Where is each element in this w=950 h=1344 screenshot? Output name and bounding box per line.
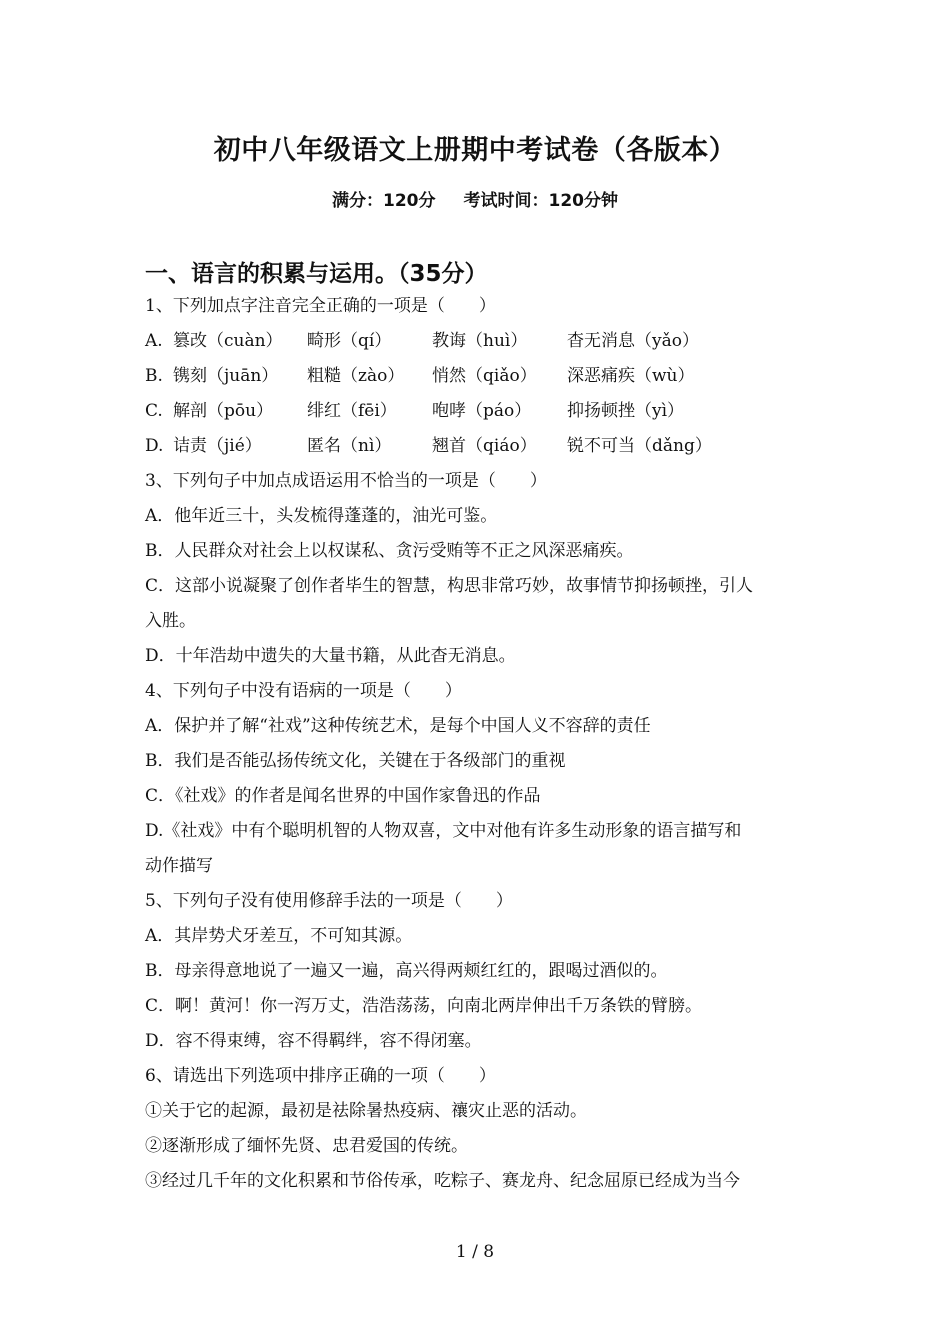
q3-option-b: B．人民群众对社会上以权谋私、贪污受贿等不正之风深恶痛疾。 xyxy=(145,541,634,561)
q4-option-a: A．保护并了解“社戏”这种传统艺术，是每个中国人义不容辞的责任 xyxy=(145,716,651,736)
option-item: 咆哮（páo） xyxy=(432,401,532,421)
q5-option-d: D．容不得束缚，容不得羁绊，容不得闭塞。 xyxy=(145,1031,482,1051)
option-item: 抑扬顿挫（yì） xyxy=(567,401,685,421)
option-item: 镌刻（juān） xyxy=(173,366,279,386)
q6-sentence-1: ①关于它的起源，最初是祛除暑热疫病、禳灾止恶的活动。 xyxy=(145,1101,587,1121)
q1-stem: 1、下列加点字注音完全正确的一项是（ ） xyxy=(145,296,496,316)
option-item: 深恶痛疾（wù） xyxy=(567,366,695,386)
q6-stem: 6、请选出下列选项中排序正确的一项（ ） xyxy=(145,1066,496,1086)
q3-option-d: D．十年浩劫中遗失的大量书籍，从此杳无消息。 xyxy=(145,646,516,666)
page-title: 初中八年级语文上册期中考试卷（各版本） xyxy=(213,135,737,166)
q3-stem: 3、下列句子中加点成语运用不恰当的一项是（ ） xyxy=(145,471,547,491)
q4-option-b: B．我们是否能弘扬传统文化，关键在于各级部门的重视 xyxy=(145,751,566,771)
q5-option-a: A．其岸势犬牙差互，不可知其源。 xyxy=(145,926,413,946)
q3-option-c-cont: 入胜。 xyxy=(145,611,196,631)
page-number: 1 / 8 xyxy=(455,1242,495,1262)
option-label: B. xyxy=(145,366,163,386)
option-item: 锐不可当（dǎng） xyxy=(567,436,712,456)
full-score: 满分：120分 xyxy=(332,191,436,211)
section-heading: 一、语言的积累与运用。（35分） xyxy=(145,261,488,287)
q5-stem: 5、下列句子没有使用修辞手法的一项是（ ） xyxy=(145,891,513,911)
exam-info xyxy=(0,186,950,211)
q4-option-d: D.《社戏》中有个聪明机智的人物双喜，文中对他有许多生动形象的语言描写和 xyxy=(145,821,742,841)
option-item: 绯红（fēi） xyxy=(307,401,397,421)
q1-option-d xyxy=(145,432,815,467)
option-item: 教诲（huì） xyxy=(432,331,528,351)
option-item: 诘责（jié） xyxy=(173,436,262,456)
option-item: 解剖（pōu） xyxy=(173,401,274,421)
q4-option-d-cont: 动作描写 xyxy=(145,856,213,876)
option-item: 翘首（qiáo） xyxy=(432,436,537,456)
q4-option-c: C．《社戏》的作者是闻名世界的中国作家鲁迅的作品 xyxy=(145,786,541,806)
option-item: 匿名（nì） xyxy=(307,436,392,456)
option-item: 粗糙（zào） xyxy=(307,366,405,386)
option-item: 悄然（qiǎo） xyxy=(432,366,537,386)
q5-option-c: C．啊！黄河！你一泻万丈，浩浩荡荡，向南北两岸伸出千万条铁的臂膀。 xyxy=(145,996,703,1016)
exam-time: 考试时间：120分钟 xyxy=(463,191,618,211)
q6-sentence-3: ③经过几千年的文化积累和节俗传承，吃粽子、赛龙舟、纪念屈原已经成为当今 xyxy=(145,1171,740,1191)
option-item: 杳无消息（yǎo） xyxy=(567,331,699,351)
q1-option-c xyxy=(145,397,815,432)
option-label: C. xyxy=(145,401,163,421)
option-label: A. xyxy=(145,331,163,351)
q3-option-a: A．他年近三十，头发梳得蓬蓬的，油光可鉴。 xyxy=(145,506,498,526)
option-label: D. xyxy=(145,436,164,456)
option-item: 篡改（cuàn） xyxy=(173,331,283,351)
q5-option-b: B．母亲得意地说了一遍又一遍，高兴得两颊红红的，跟喝过酒似的。 xyxy=(145,961,668,981)
q6-sentence-2: ②逐渐形成了缅怀先贤、忠君爱国的传统。 xyxy=(145,1136,468,1156)
option-item: 畸形（qí） xyxy=(307,331,392,351)
q4-stem: 4、下列句子中没有语病的一项是（ ） xyxy=(145,681,462,701)
questions xyxy=(145,292,815,1202)
q1-option-b xyxy=(145,362,815,397)
q3-option-c: C．这部小说凝聚了创作者毕生的智慧，构思非常巧妙，故事情节抑扬顿挫，引人 xyxy=(145,576,754,596)
q1-option-a xyxy=(145,327,815,362)
